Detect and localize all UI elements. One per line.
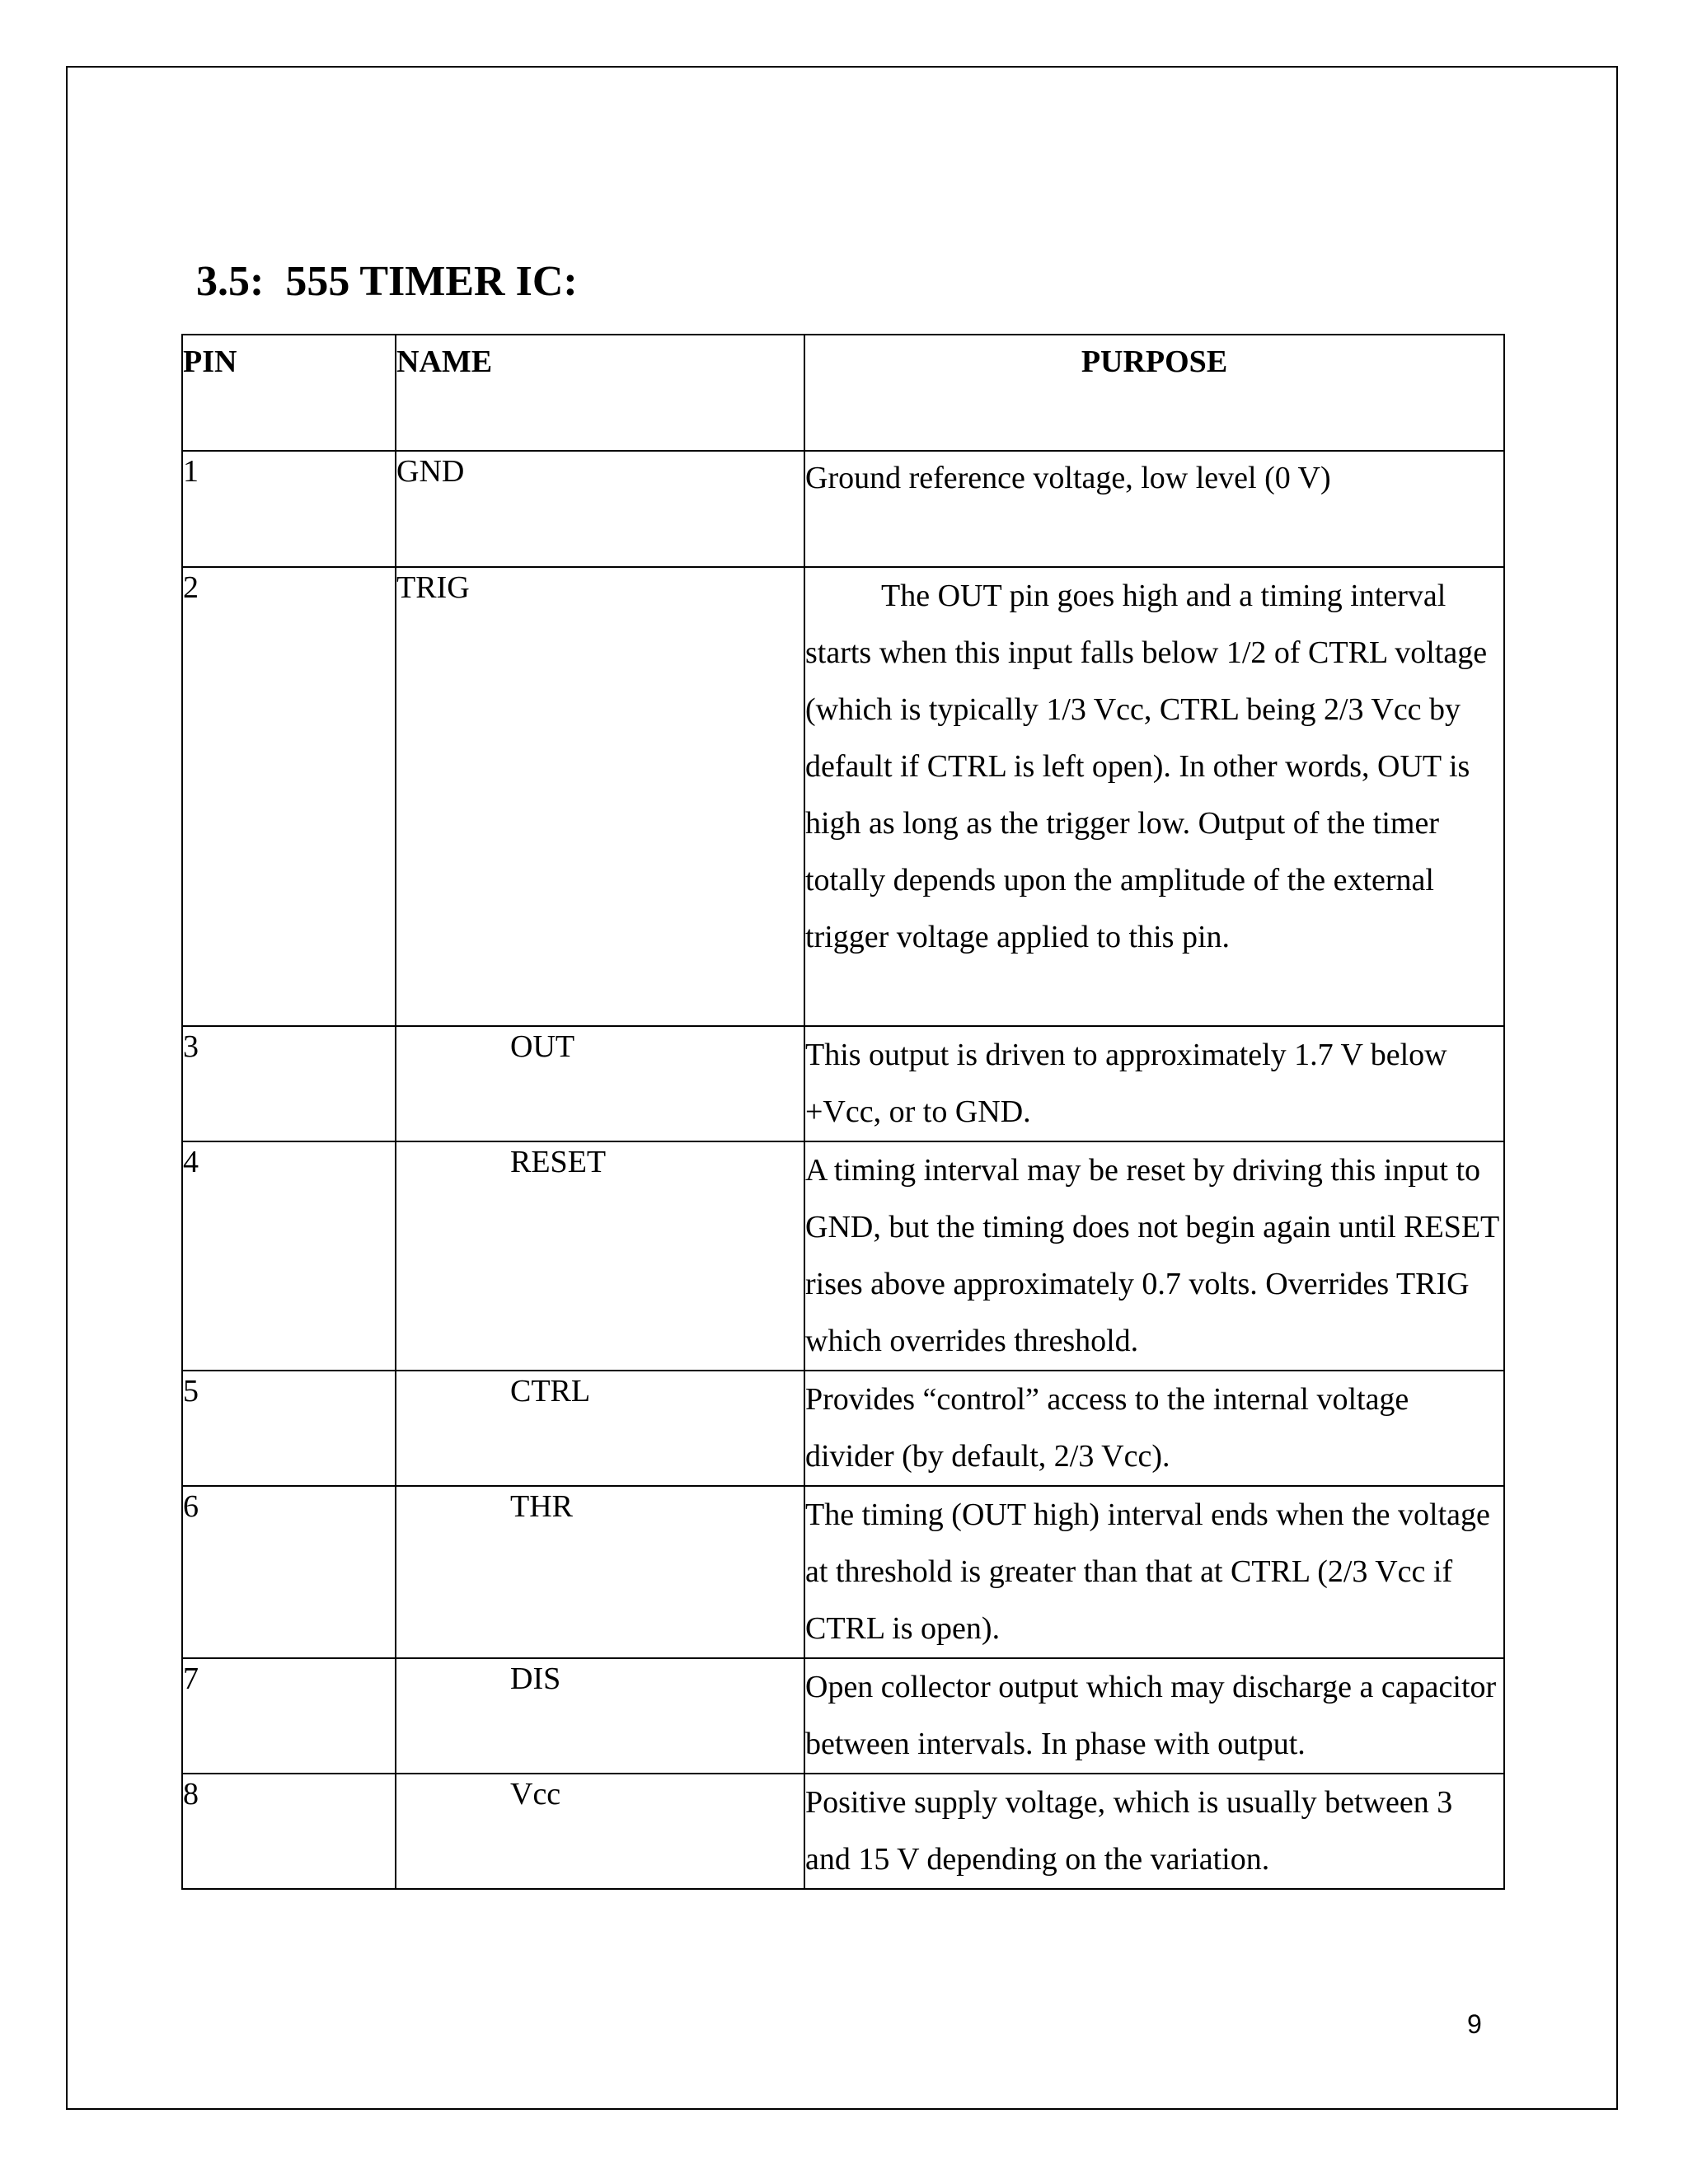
header-pin: PIN — [182, 335, 396, 451]
table-row — [182, 1774, 1504, 1889]
table-row — [182, 1026, 1504, 1141]
pin-purpose: A timing interval may be reset by driving this input to GND, but the timing does not begin again until RESET rises above approximately 0.7 volts. Overrides TRIG which overrides threshold. — [804, 1141, 1504, 1371]
pin-number: 2 — [182, 567, 396, 1026]
pin-purpose: Ground reference voltage, low level (0 V) — [804, 451, 1504, 567]
table-row — [182, 1371, 1504, 1486]
pin-number: 8 — [182, 1774, 396, 1889]
section-title: 3.5: 555 TIMER IC: — [196, 258, 578, 305]
pin-name: OUT — [396, 1026, 804, 1141]
pin-number: 7 — [182, 1658, 396, 1774]
pin-name: RESET — [396, 1141, 804, 1371]
header-purpose: PURPOSE — [804, 335, 1504, 451]
pin-number: 4 — [182, 1141, 396, 1371]
header-name: NAME — [396, 335, 804, 451]
pin-name: CTRL — [396, 1371, 804, 1486]
pin-purpose: The OUT pin goes high and a timing interval starts when this input falls below 1/2 of CTRL voltage (which is typically 1/3 Vcc, CTRL being 2/3 Vcc by default if CTRL is left open). In other words, OUT is high as long as the trigger low. Output of the timer totally depends upon the amplitude of the external trigger voltage applied to this pin. — [804, 567, 1504, 1026]
table-header-row — [182, 335, 1504, 451]
pin-name: DIS — [396, 1658, 804, 1774]
pin-name: GND — [396, 451, 804, 567]
table-row — [182, 567, 1504, 1026]
pin-purpose: Open collector output which may discharge a capacitor between intervals. In phase with output. — [804, 1658, 1504, 1774]
pin-number: 6 — [182, 1486, 396, 1658]
table-row — [182, 1141, 1504, 1371]
pin-purpose: Positive supply voltage, which is usually between 3 and 15 V depending on the variation. — [804, 1774, 1504, 1889]
pin-table — [181, 334, 1505, 1890]
pin-name: TRIG — [396, 567, 804, 1026]
pin-name: Vcc — [396, 1774, 804, 1889]
pin-number: 1 — [182, 451, 396, 567]
pin-number: 3 — [182, 1026, 396, 1141]
pin-purpose: Provides “control” access to the internal voltage divider (by default, 2/3 Vcc). — [804, 1371, 1504, 1486]
table-row — [182, 451, 1504, 567]
table-row — [182, 1486, 1504, 1658]
page-number: 9 — [1467, 2009, 1482, 2039]
pin-number: 5 — [182, 1371, 396, 1486]
table-row — [182, 1658, 1504, 1774]
pin-purpose: The timing (OUT high) interval ends when the voltage at threshold is greater than that at CTRL (2/3 Vcc if CTRL is open). — [804, 1486, 1504, 1658]
pin-name: THR — [396, 1486, 804, 1658]
pin-purpose: This output is driven to approximately 1.7 V below +Vcc, or to GND. — [804, 1026, 1504, 1141]
